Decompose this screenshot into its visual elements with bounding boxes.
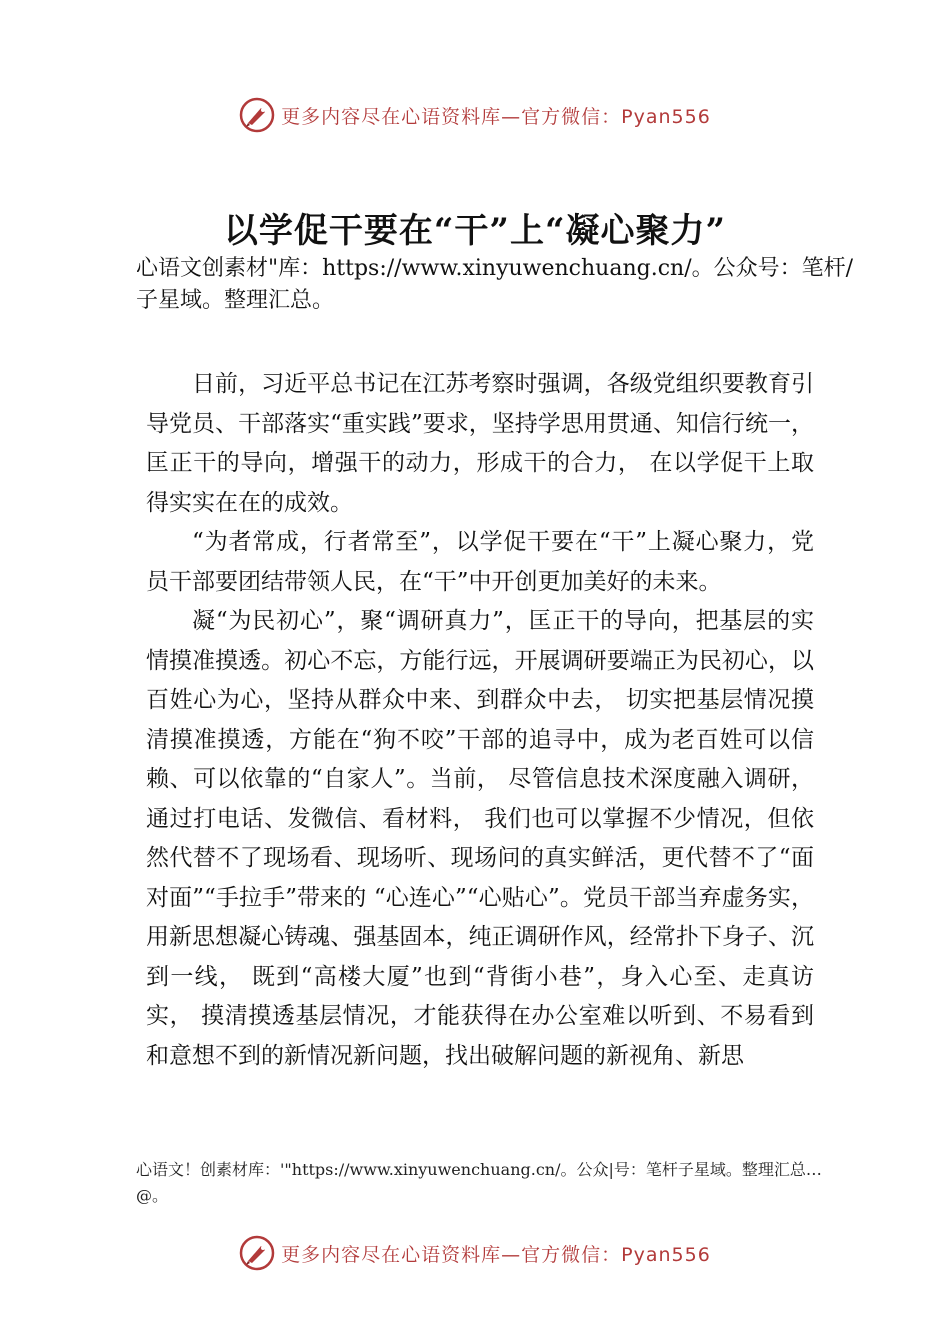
- article-body: [146, 365, 814, 1076]
- pen-nib-logo-icon: [239, 1235, 275, 1271]
- footer-banner: [0, 1233, 950, 1273]
- article-title: 以学促干要在“干”上“凝心聚力”: [223, 211, 727, 251]
- footer-note: 心语文！创素材库：'"https://www.xinyuwenchuang.cn/。公众|号：笔杆子星域。整理汇总…@。: [136, 1160, 822, 1205]
- banner-text: 更多内容尽在心语资料库—官方微信：Pyan556: [281, 1243, 711, 1266]
- paragraph: 凝“为民初心”，聚“调研真力”，匡正干的导向，把基层的实情摸准摸透。初心不忘，方能行远，开展调研要端正为民初心，以百姓心为心，坚持从群众中来、到群众中去， 切实把基层情况摸清摸准摸透，方能在“狗不咬”干部的追寻中，成为老百姓可以信赖、可以依靠的“自家人”。当前， 尽管信息技术深度融入调研，通过打电话、发微信、看材料， 我们也可以掌握不少情况，但依然代替不了现场看、现场听、现场问的真实鲜活，更代替不了“面对面”“手拉手”带来的 “心连心”“心贴心”。党员干部当弃虚务实，用新思想凝心铸魂、强基固本，纯正调研作风，经常扑下身子、沉到一线， 既到“高楼大厦”也到“背街小巷”，身入心至、走真访实， 摸清摸透基层情况，才能获得在办公室难以听到、不易看到和意想不到的新情况新问题，找出破解问题的新视角、新思: [146, 608, 814, 1069]
- source-line: 心语文创素材"库：https://www.xinyuwenchuang.cn/。公众号：笔杆/子星域。整理汇总。: [136, 256, 854, 313]
- paragraph: 日前，习近平总书记在江苏考察时强调，各级党组织要教育引导党员、干部落实“重实践”要求，坚持学思用贯通、知信行统一，匡正干的导向，增强干的动力，形成干的合力， 在以学促干上取得实实在在的成效。: [146, 371, 814, 516]
- header-banner: [0, 95, 950, 135]
- paragraph: “为者常成，行者常至”，以学促干要在“干”上凝心聚力，党员干部要团结带领人民，在“干”中开创更加美好的未来。: [146, 529, 814, 595]
- pen-nib-logo-icon: [239, 97, 275, 133]
- banner-text: 更多内容尽在心语资料库—官方微信：Pyan556: [281, 105, 711, 128]
